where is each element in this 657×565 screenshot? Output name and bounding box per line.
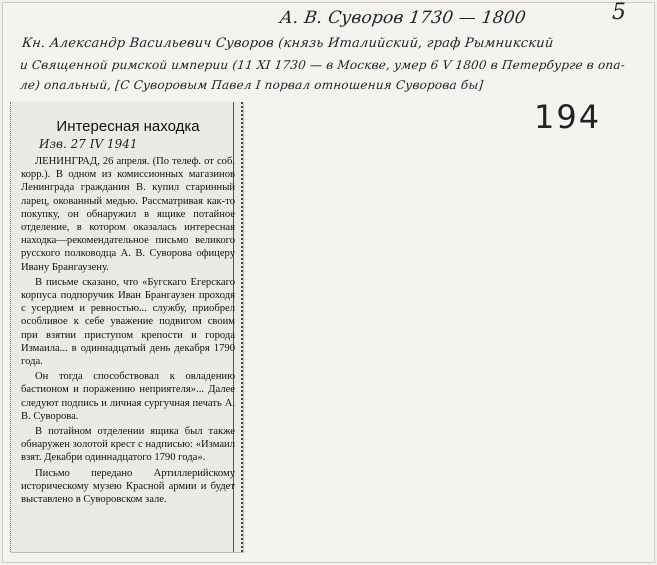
clipping-paragraph-5: Письмо передано Артиллерийскому историческому музею Красной армии и будет выставлено в Суворовском зале. bbox=[21, 467, 235, 506]
clipping-paragraph-3: Он тогда способствовал к овладению бастионом и поражению неприятеля»... Далее следуют подпись и личная сургучная печать А. В. Суворова. bbox=[21, 371, 235, 422]
clipping-paragraph-2: В письме сказано, что «Бугскаго Егерскаго корпуса подпоручик Иван Брангаузен проходя с усердием и ревностью... службу, приобрел особливое к себе уважение подвигом своим при взятии приступом крепости и города Измаила... в одиннадцатый день декабря 1790 года. bbox=[21, 276, 235, 368]
handwritten-note-line-3: ле) опальный, [С Суворовым Павел I порвал отношения Суворова бы] bbox=[19, 78, 485, 92]
handwritten-note-line-2: и Священной римской империи (11 XI 1730 — в Москве, умер 6 V 1800 в Петербурге в опа- bbox=[19, 58, 626, 72]
clipping-paragraph-4: В потайном отделении ящика был также обнаружен золотой крест с надписью: «Измаил взят. Декабри одиннадцатого 1790 года». bbox=[21, 426, 235, 464]
clipping-handwritten-date: Изв. 27 IV 1941 bbox=[39, 137, 138, 151]
handwritten-note-line-1: Кн. Александр Васильевич Суворов (князь Италийский, граф Рымникский bbox=[21, 36, 555, 51]
clipping-title: Интересная находка bbox=[56, 118, 200, 135]
archive-number: 194 bbox=[534, 98, 602, 136]
handwritten-header: А. В. Суворов 1730 — 1800 bbox=[278, 8, 528, 28]
newspaper-clipping bbox=[10, 102, 243, 552]
clipping-paragraph-1: ЛЕНИНГРАД, 26 апреля. (По телеф. от соб. корр.). В одном из комиссионных магазинов Ленинграда гражданин В. купил старинный ларец, окованный медью. Рассматривая как-то покупку, он обнаружил в ящике потайное отделение, в котором оказалась интересная находка—рекомендательное письмо великого русского полководца А. В. Суворова офицеру Ивану Брангаузену. bbox=[21, 156, 235, 273]
page-number: 5 bbox=[612, 0, 627, 25]
